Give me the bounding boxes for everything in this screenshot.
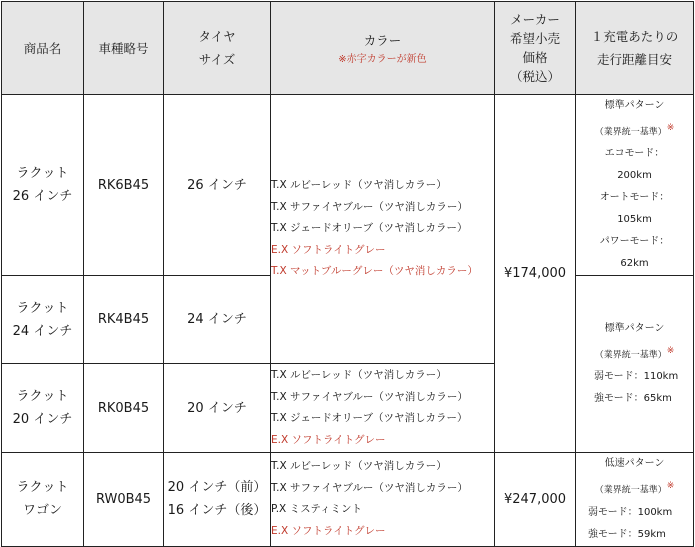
model-code: RK0B45 bbox=[84, 364, 164, 453]
tire-size: 26 インチ bbox=[164, 95, 271, 276]
product-name: ラクット ワゴン bbox=[2, 453, 84, 546]
product-spec-table bbox=[1, 1, 694, 547]
range-info: 標準パターン （業界統一基準）※ エコモード： 200km オートモード： 105km パワーモード： 62km bbox=[576, 95, 694, 276]
header-color: カラー ※赤字カラーが新色 bbox=[271, 2, 495, 95]
header-range: １充電あたりの 走行距離目安 bbox=[576, 2, 694, 95]
color-list: T.X ルビーレッド（ツヤ消しカラー） T.X サファイヤブルー（ツヤ消しカラー） T.X ジェードオリーブ（ツヤ消しカラー） E.X ソフトライトグレー T.X マットブルーグレー（ツヤ消しカラー） bbox=[271, 95, 495, 364]
color-list: T.X ルビーレッド（ツヤ消しカラー） T.X サファイヤブルー（ツヤ消しカラー） P.X ミスティミント E.X ソフトライトグレー bbox=[271, 453, 495, 546]
model-code: RW0B45 bbox=[84, 453, 164, 546]
header-row bbox=[2, 2, 694, 95]
header-model: 車種略号 bbox=[84, 2, 164, 95]
header-tire: タイヤ サイズ bbox=[164, 2, 271, 95]
color-list: T.X ルビーレッド（ツヤ消しカラー） T.X サファイヤブルー（ツヤ消しカラー） T.X ジェードオリーブ（ツヤ消しカラー） E.X ソフトライトグレー bbox=[271, 364, 495, 453]
new-color-note: ※赤字カラーが新色 bbox=[338, 53, 427, 65]
table-row bbox=[2, 95, 694, 276]
table-row bbox=[2, 453, 694, 546]
range-info: 低速パターン （業界統一基準）※ 弱モード：100km 強モード：59km bbox=[576, 453, 694, 546]
tire-size: 24 インチ bbox=[164, 276, 271, 364]
tire-size: 20 インチ（前） 16 インチ（後） bbox=[164, 453, 271, 546]
range-info: 標準パターン （業界統一基準）※ 弱モード：110km 強モード：65km bbox=[576, 276, 694, 453]
price: ¥247,000 bbox=[495, 453, 576, 546]
product-name: ラクット 20 インチ bbox=[2, 364, 84, 453]
price: ¥174,000 bbox=[495, 95, 576, 453]
product-name: ラクット 26 インチ bbox=[2, 95, 84, 276]
model-code: RK6B45 bbox=[84, 95, 164, 276]
product-name: ラクット 24 インチ bbox=[2, 276, 84, 364]
header-price: メーカー 希望小売 価格 （税込） bbox=[495, 2, 576, 95]
header-product: 商品名 bbox=[2, 2, 84, 95]
tire-size: 20 インチ bbox=[164, 364, 271, 453]
model-code: RK4B45 bbox=[84, 276, 164, 364]
